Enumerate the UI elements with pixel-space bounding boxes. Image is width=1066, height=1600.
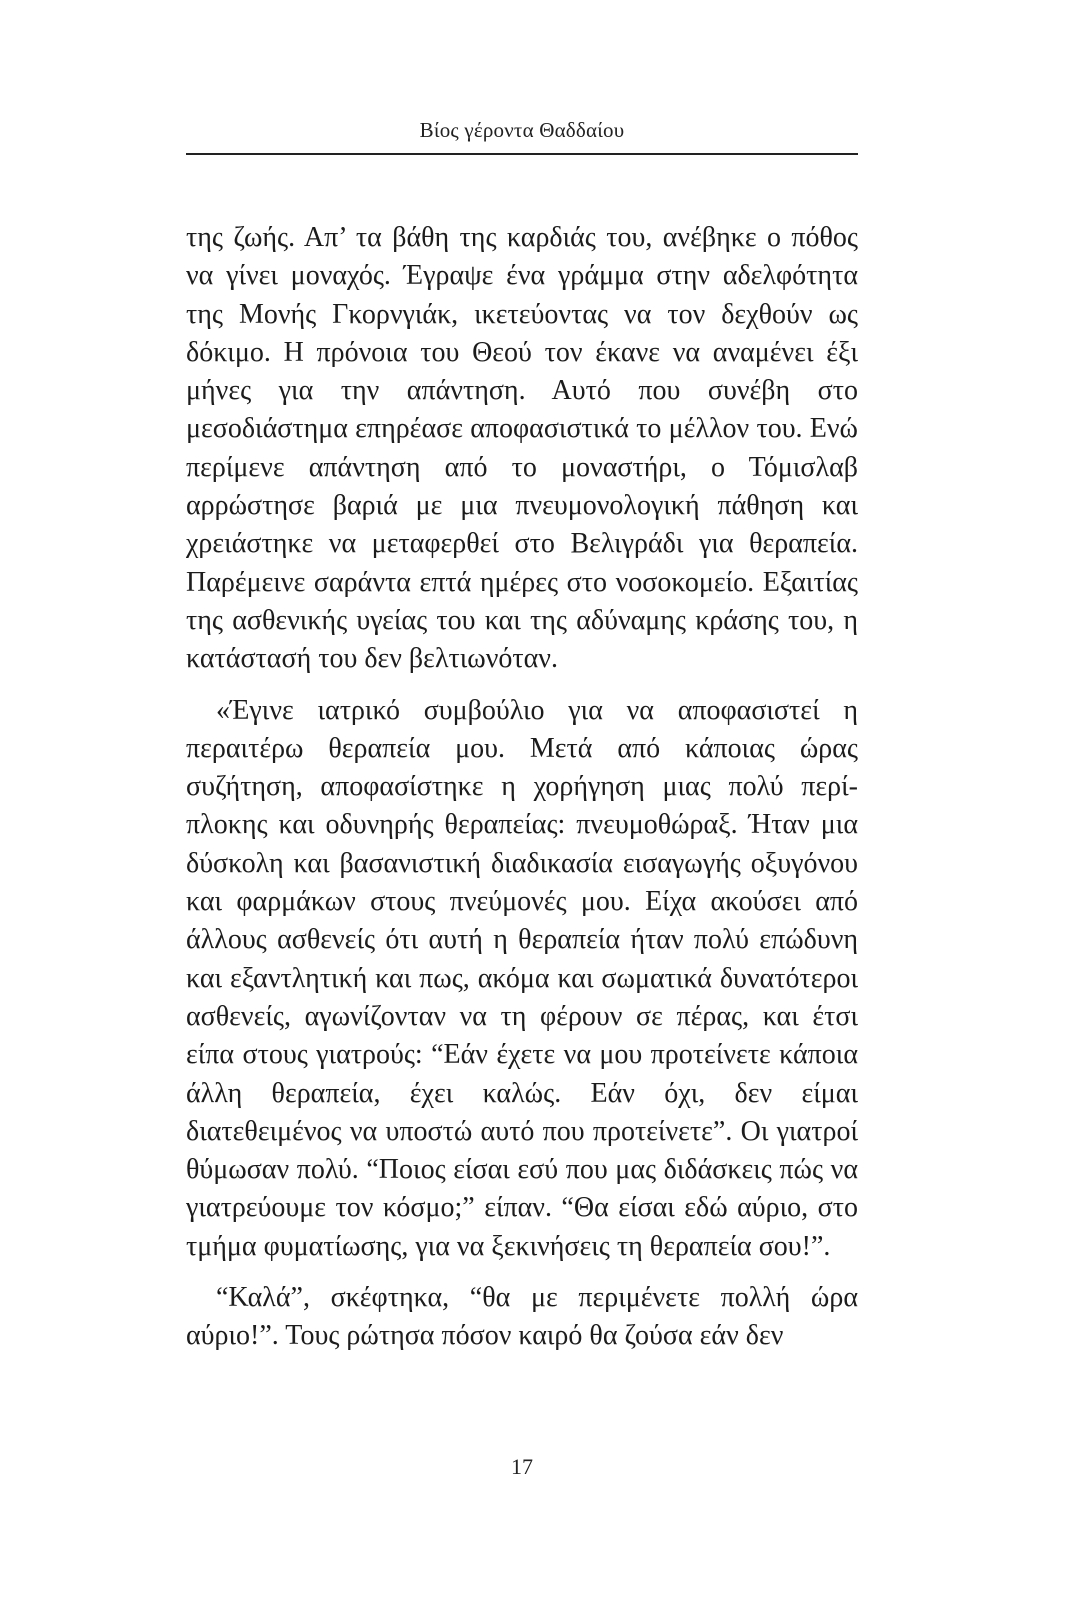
header-divider — [186, 153, 858, 155]
page-number: 17 — [511, 1454, 533, 1479]
paragraph-1: της ζωής. Απ’ τα βάθη της καρδιάς του, ανέβηκε ο πόθος να γίνει μοναχός. Έγραψε ένα γράμμα στην αδελφότητα της Μονής Γκορνγιάκ, ικετεύοντας να τον δεχθούν ως δόκιμο. Η πρόνοια του Θεού τον έκανε να αναμένει έξι μήνες για την απάντηση. Αυτό που συνέβη στο μεσοδιάστημα επηρέασε αποφασιστικά το μέλλον του. Ενώ περίμενε απάντηση από το μοναστήρι, ο Τόμισλαβ αρρώστησε βαριά με μια πνευμονολογική πάθηση και χρειάστηκε να μεταφερθεί στο Βελιγράδι για θεραπεία. Παρέμεινε σαράντα επτά ημέρες στο νοσοκομείο. Εξαιτίας της ασθενικής υγείας του και της αδύναμης κράσης του, η κατάστασή του δεν βελτιωνόταν. — [186, 222, 858, 675]
body-text — [186, 219, 858, 1356]
paragraph-3: “Καλά”, σκέφτηκα, “θα με περιμένετε πολλή ώρα αύριο!”. Τους ρώτησα πόσον καιρό θα ζούσα εάν δεν — [186, 1282, 858, 1352]
running-header-title: Βίος γέροντα Θαδδαίου — [419, 118, 625, 142]
paragraph-2: «Έγινε ιατρικό συμβούλιο για να αποφασιστεί η περαιτέρω θεραπεία μου. Μετά από κάποιας ώρας συζήτηση, αποφασίστηκε η χορήγηση μιας πολύ περίπλοκης και οδυνηρής θεραπείας: πνευμοθώραξ. Ήταν μια δύσκολη και βασανιστική διαδικασία εισαγωγής οξυγόνου και φαρμάκων στους πνεύμονές μου. Είχα ακούσει από άλλους ασθενείς ότι αυτή η θεραπεία ήταν πολύ επώδυνη και εξαντλητική και πως, ακόμα και σωματικά δυνατότεροι ασθενείς, αγωνίζονταν να τη φέρουν σε πέρας, και έτσι είπα στους γιατρούς: “Εάν έχετε να μου προτείνετε κάποια άλλη θεραπεία, έχει καλώς. Εάν όχι, δεν είμαι διατεθειμένος να υποστώ αυτό που προτείνετε”. Οι γιατροί θύμωσαν πολύ. “Ποιος είσαι εσύ που μας διδάσκεις πώς να γιατρεύουμε τον κόσμο;” είπαν. “Θα είσαι εδώ αύριο, στο τμήμα φυματίωσης, για να ξεκινήσεις τη θεραπεία σου!”. — [186, 694, 858, 1262]
